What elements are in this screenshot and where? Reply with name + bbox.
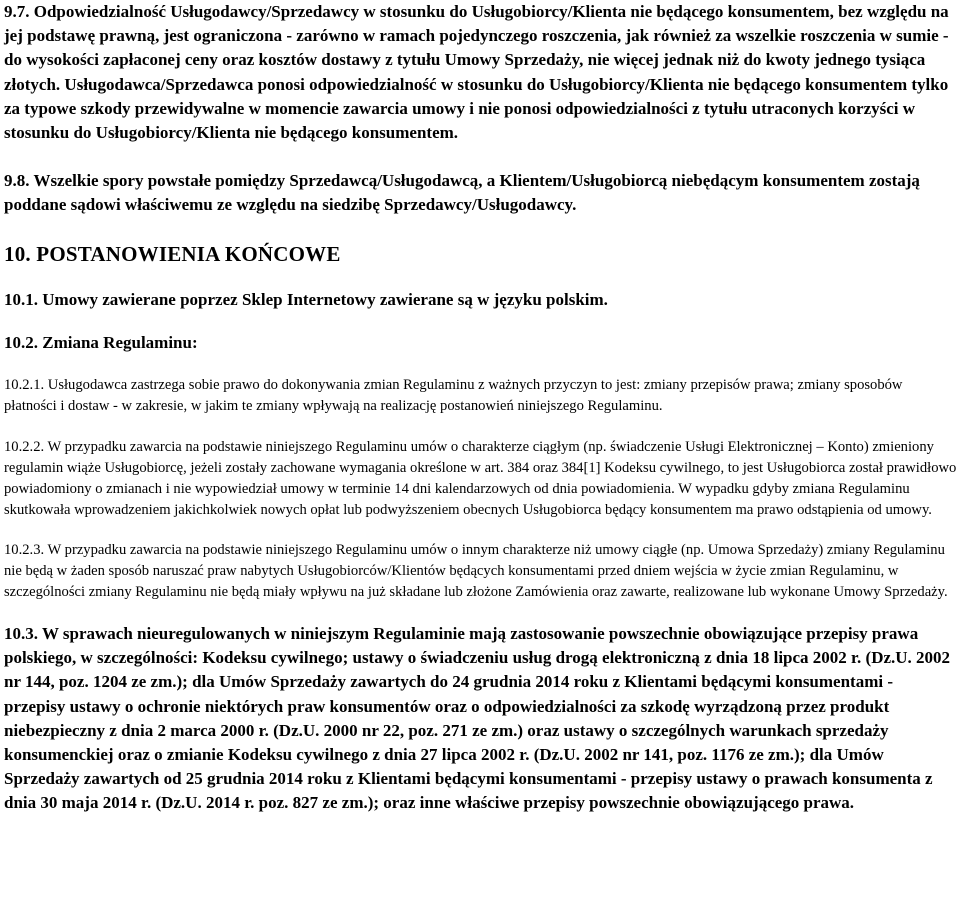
paragraph-10-1: 10.1. Umowy zawierane poprzez Sklep Internetowy zawierane są w języku polskim. xyxy=(4,289,608,309)
paragraph-10-2-3: 10.2.3. W przypadku zawarcia na podstawie niniejszego Regulaminu umów o innym charakterze niż umowy ciągłe (np. Umowa Sprzedaży) zmiany Regulaminu nie będą w żaden sposób naruszać praw nabytych Usługobiorców/Klientów będących konsumentami przed dniem wejścia w życie zmian Regulaminu, w szczególności zmiany Regulaminu nie będą miały wpływu na już składane lub złożone Zamówienia oraz zawarte, realizowane lub wykonane Umowy Sprzedaży. xyxy=(4,542,948,601)
paragraph-9-7: 9.7. Odpowiedzialność Usługodawcy/Sprzedawcy w stosunku do Usługobiorcy/Klienta nie będącego konsumentem, bez względu na jej podstawę prawną, jest ograniczona - zarówno w ramach pojedynczego roszczenia, jak również za wszelkie roszczenia w sumie - do wysokości zapłaconej ceny oraz kosztów dostawy z tytułu Umowy Sprzedaży, nie więcej jednak niż do kwoty jednego tysiąca złotych. Usługodawca/Sprzedawca ponosi odpowiedzialność w stosunku do Usługobiorcy/Klienta nie będącego konsumentem tylko za typowe szkody przewidywalne w momencie zawarcia umowy i nie ponosi odpowiedzialności z tytułu utraconych korzyści w stosunku do Usługobiorcy/Klienta nie będącego konsumentem. xyxy=(4,2,949,143)
paragraph-10-3: 10.3. W sprawach nieuregulowanych w niniejszym Regulaminie mają zastosowanie powszechnie obowiązujące przepisy prawa polskiego, w szczególności: Kodeksu cywilnego; ustawy o świadczeniu usług drogą elektroniczną z dnia 18 lipca 2002 r. (Dz.U. 2002 nr 144, poz. 1204 ze zm.); dla Umów Sprzedaży zawartych do 24 grudnia 2014 roku z Klientami będącymi konsumentami - przepisy ustawy o ochronie niektórych praw konsumentów oraz o odpowiedzialności za szkodę wyrządzoną przez produkt niebezpieczny z dnia 2 marca 2000 r. (Dz.U. 2000 nr 22, poz. 271 ze zm.) oraz ustawy o szczególnych warunkach sprzedaży konsumenckiej oraz o zmianie Kodeksu cywilnego z dnia 27 lipca 2002 r. (Dz.U. 2002 nr 141, poz. 1176 ze zm.); dla Umów Sprzedaży zawartych od 25 grudnia 2014 roku z Klientami będącymi konsumentami - przepisy ustawy o prawach konsumenta z dnia 30 maja 2014 r. (Dz.U. 2014 r. poz. 827 ze zm.); oraz inne właściwe przepisy powszechnie obowiązującego prawa. xyxy=(4,624,951,813)
paragraph-10-2-2: 10.2.2. W przypadku zawarcia na podstawie niniejszego Regulaminu umów o charakterze ciągłym (np. świadczenie Usługi Elektronicznej – Konto) zmieniony regulamin wiąże Usługobiorcę, jeżeli zostały zachowane wymagania określone w art. 384 oraz 384[1] Kodeksu cywilnego, to jest Usługobiorca został prawidłowo powiadomiony o zmianach i nie wypowiedział umowy w terminie 14 dni kalendarzowych od dnia powiadomienia. W wypadku gdyby zmiana Regulaminu skutkowała wprowadzeniem jakichkolwiek nowych opłat lub podwyższeniem obecnych Usługobiorca będący konsumentem ma prawo odstąpienia od umowy. xyxy=(4,439,957,519)
document-page xyxy=(4,0,958,816)
paragraph-10-2-1: 10.2.1. Usługodawca zastrzega sobie prawo do dokonywania zmian Regulaminu z ważnych przyczyn to jest: zmiany przepisów prawa; zmiany sposobów płatności i dostaw - w zakresie, w jakim te zmiany wpływają na realizację postanowień niniejszego Regulaminu. xyxy=(4,377,903,415)
paragraph-10-2: 10.2. Zmiana Regulaminu: xyxy=(4,332,198,352)
paragraph-9-8: 9.8. Wszelkie spory powstałe pomiędzy Sprzedawcą/Usługodawcą, a Klientem/Usługobiorcą niebędącym konsumentem zostają poddane sądowi właściwemu ze względu na siedzibę Sprzedawcy/Usługodawcy. xyxy=(4,171,920,215)
section-heading-10: 10. POSTANOWIENIA KOŃCOWE xyxy=(4,241,341,266)
